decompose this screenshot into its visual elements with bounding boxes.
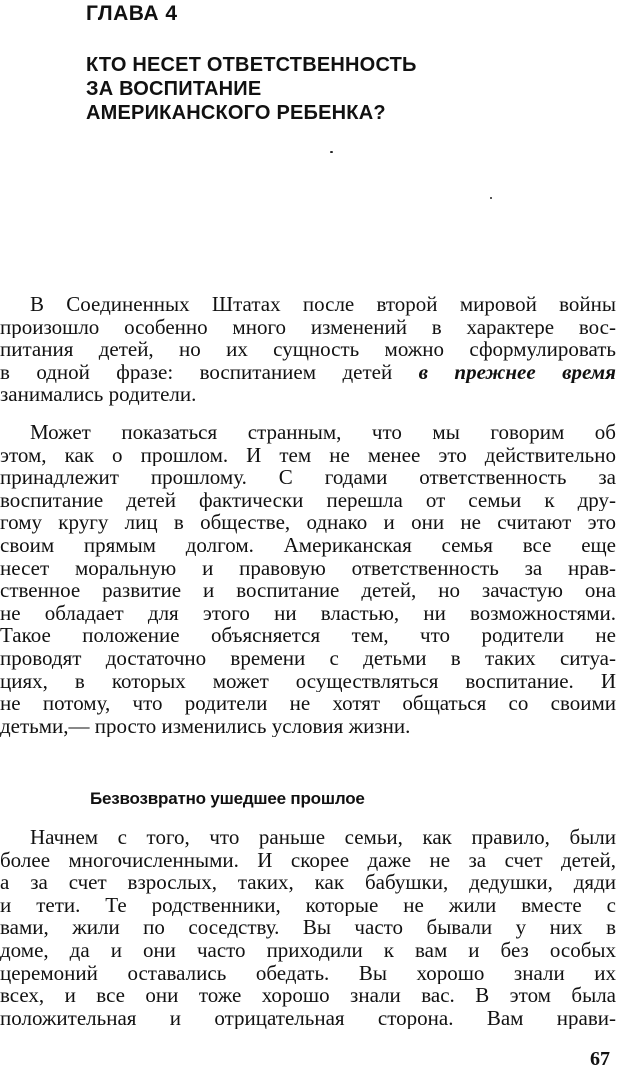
text-line: а за счет взрослых, таких, как бабушки, дедушки, дяди <box>0 871 616 894</box>
text-line: Может показаться странным, что мы говорим об <box>30 421 616 444</box>
text-line: не потому, что родители не хотят общаться со своими <box>0 692 616 715</box>
text-line: своим прямым долгом. Американская семья все еще <box>0 533 616 557</box>
text-line: всех, и все они тоже хорошо знали вас. В этом была <box>0 984 616 1007</box>
text-line: произошло особенно много изменений в характере вос- <box>0 315 616 339</box>
chapter-title-line: КТО НЕСЕТ ОТВЕТСТВЕННОСТЬ <box>86 54 417 76</box>
text-line: более многочисленными. И скорее даже не за счет детей, <box>0 848 616 872</box>
text-line: занимались родители. <box>0 383 197 406</box>
paragraph-2 <box>0 421 616 737</box>
text-line: циях, в которых может осуществляться воспитание. И <box>0 669 616 693</box>
text-line: Начнем с того, что раньше семьи, как правило, были <box>30 826 616 849</box>
text-line: этом, как о прошлом. И тем не менее это действительно <box>0 443 616 467</box>
text-line-with-italic <box>0 361 616 384</box>
text-line: церемоний оставались обедать. Вы хорошо знали их <box>0 961 616 985</box>
text-line: детьми,— просто изменились условия жизни. <box>0 714 411 738</box>
text-line: несет моральную и правовую ответственность за нрав- <box>0 556 616 580</box>
chapter-label: ГЛАВА 4 <box>86 2 178 25</box>
chapter-title-line: АМЕРИКАНСКОГО РЕБЕНКА? <box>86 102 386 124</box>
scan-speck <box>330 151 333 153</box>
page-number: 67 <box>590 1048 610 1070</box>
text-line: вами, жили по соседству. Вы часто бывали у них в <box>0 916 616 939</box>
text-line: положительная и отрицательная сторона. Вам нрави- <box>0 1006 616 1030</box>
text-line: и тети. Те родственники, которые не жили вместе с <box>0 893 616 917</box>
text-line: принадлежит прошлому. С годами ответственность за <box>0 466 616 489</box>
chapter-title-line: ЗА ВОСПИТАНИЕ <box>86 78 262 100</box>
text-line: проводят достаточно времени с детьми в таких ситуа- <box>0 646 616 670</box>
text-line: Такое положение объясняется тем, что родители не <box>0 624 616 647</box>
section-heading: Безвозвратно ушедшее прошлое <box>90 789 365 808</box>
italic-phrase: в прежнее время <box>418 360 616 384</box>
text-line: не обладает для этого ни властью, ни возможностями. <box>0 601 616 625</box>
paragraph-3 <box>0 826 616 1029</box>
chapter-title <box>86 53 556 125</box>
scan-speck <box>490 197 492 199</box>
text-line: воспитание детей фактически перешла от семьи к дру- <box>0 488 616 512</box>
text-line: доме, да и они часто приходили к вам и без особых <box>0 938 616 962</box>
text-line: питания детей, но их сущность можно сформулировать <box>0 338 616 361</box>
text-fragment: в одной фразе: воспитанием детей <box>0 360 419 384</box>
text-line: гому кругу лиц в обществе, однако и они не считают это <box>0 511 616 534</box>
text-line: В Соединенных Штатах после второй мировой войны <box>30 293 616 316</box>
text-line: ственное развитие и воспитание детей, но зачастую она <box>0 579 616 602</box>
paragraph-1 <box>0 293 616 406</box>
